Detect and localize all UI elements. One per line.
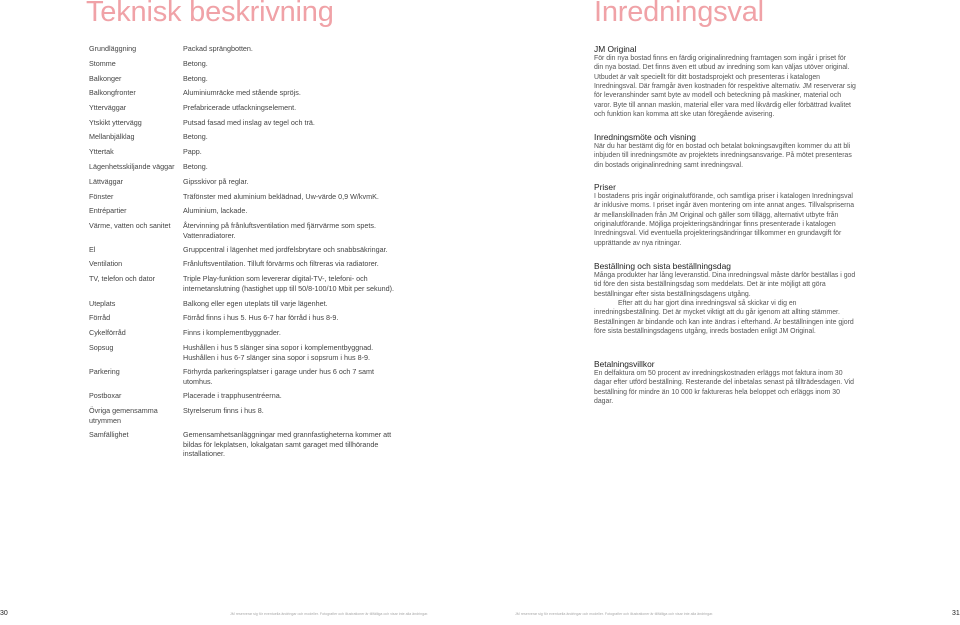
spec-row xyxy=(89,245,394,255)
section-body-paragraph: Efter att du har gjort dina inredningsval så skickar vi dig en inredningsbeställning. Det är mycket viktigt att du går igenom att allting stämmer. Beställningen är bindande och kan inte ändras i efterhand. Är beställningen inte gjord före sista beställningsdagens utgång, inreds bostaden enligt JM Original. xyxy=(594,300,854,336)
spec-label: Yttertak xyxy=(89,147,114,156)
spec-value: Betong. xyxy=(183,132,208,141)
spec-value: Packad sprängbotten. xyxy=(183,44,253,53)
spec-row xyxy=(89,132,394,142)
spec-value: Förråd finns i hus 5. Hus 6-7 har förråd i hus 8-9. xyxy=(183,313,339,322)
spec-row xyxy=(89,274,394,293)
spec-value: Styrelserum finns i hus 8. xyxy=(183,406,264,415)
spec-value: Gruppcentral i lägenhet med jordfelsbrytare och snabbsäkringar. xyxy=(183,245,388,254)
section-title: Betalningsvillkor xyxy=(594,359,655,369)
spec-value: Återvinning på frånluftsventilation med fjärrvärme som spets. Vattenradiatorer. xyxy=(183,221,376,240)
section-body-text: När du har bestämt dig för en bostad och betalat bokningsavgiften kommer du att bli inbjuden till inredningsmöte av projektets inredningsansvarige. På mötet presenteras din bostads originalinredning samt inredningsval. xyxy=(594,143,852,169)
section-title: Inredningsmöte och visning xyxy=(594,132,696,142)
page-title-left: Teknisk beskrivning xyxy=(86,0,334,28)
spec-row xyxy=(89,59,394,69)
spec-row xyxy=(89,259,394,269)
spec-row xyxy=(89,299,394,309)
spec-label: Postboxar xyxy=(89,391,122,400)
info-section xyxy=(594,182,856,248)
spec-label: TV, telefon och dator xyxy=(89,274,156,283)
section-body xyxy=(594,192,856,248)
spec-value: Prefabricerade utfackningselement. xyxy=(183,103,297,112)
spec-row xyxy=(89,430,394,459)
spec-label: Balkongfronter xyxy=(89,88,136,97)
info-section xyxy=(594,359,856,406)
spec-label: El xyxy=(89,245,96,254)
section-body-text: För din nya bostad finns en färdig originalinredning framtagen som ingår i priset för din nya bostad. Det finns även ett utbud av inredning som kan väljas utöver original. Utbudet är valt speciellt för ditt bostadsprojekt och presenteras i katalogen Inredningsval. Där framgår även kostnaden för respektive alternativ. JM reserverar sig för leveranshinder samt byte av modell och beteckning på maskiner, material och varor. Byte till annan maskin, material eller vara med likvärdig eller förbättrad kvalitet och funktion kan komma att ske utan föregående avisering. xyxy=(594,55,856,119)
spec-value: Aluminium, lackade. xyxy=(183,206,248,215)
spec-label: Ytskikt yttervägg xyxy=(89,118,142,127)
section-body xyxy=(594,54,856,119)
disclaimer-left: JM reserverar sig för eventuella ändringar och modeller. Fotografier och illustrationer är tillfälliga och visar inte alla ändringar. xyxy=(230,612,429,616)
spec-row xyxy=(89,406,394,425)
info-section xyxy=(594,44,856,119)
spec-label: Parkering xyxy=(89,367,120,376)
spec-value: Balkong eller egen uteplats till varje lägenhet. xyxy=(183,299,328,308)
spec-row xyxy=(89,367,394,386)
page-number-left: 30 xyxy=(0,610,8,617)
spec-value: Gipsskivor på reglar. xyxy=(183,177,249,186)
spec-row xyxy=(89,343,394,362)
spec-label: Värme, vatten och sanitet xyxy=(89,221,171,230)
section-body-text: I bostadens pris ingår originalutförande, och samtliga priser i katalogen Inredningsval är inklusive moms. I priset ingår även montering om inte annat anges. Tillvalspriserna är mellanskillnaden från JM Original och gäller som tillägg, alternativt utbyte från originalutförande. Möjliga projekteringsändringar finns presenterade i katalogen Inredningsval. Vid eventuella projekteringsändringar tillkommer en grundavgift för upprättande av nya ritningar. xyxy=(594,193,855,247)
spec-row xyxy=(89,391,394,401)
page-title-right: Inredningsval xyxy=(594,0,764,28)
spec-label: Lättväggar xyxy=(89,177,123,186)
disclaimer-right: JM reserverar sig för eventuella ändringar och modeller. Fotografier och illustrationer är tillfälliga och visar inte alla ändringar. xyxy=(515,612,714,616)
spec-label: Ventilation xyxy=(89,259,123,268)
spec-value: Placerade i trapphusentréerna. xyxy=(183,391,282,400)
section-body-text: En delfaktura om 50 procent av inredningskostnaden erläggs mot faktura inom 30 dagar efter utförd beställning. Resterande del inbetalas senast på tillträdesdagen. Vid beställning för mindre än 10 000 kr faktureras hela beloppet och erläggs inom 30 dagar. xyxy=(594,370,854,406)
spec-value: Gemensamhetsanläggningar med grannfastigheterna kommer att bildas för lekplatsen, lokalgatan samt garaget med tillhörande installationer. xyxy=(183,430,392,459)
spec-row xyxy=(89,177,394,187)
spec-label: Sopsug xyxy=(89,343,114,352)
section-title: JM Original xyxy=(594,44,637,54)
section-title: Beställning och sista beställningsdag xyxy=(594,261,731,271)
spec-label: Samfällighet xyxy=(89,430,129,439)
spec-row xyxy=(89,103,394,113)
info-section xyxy=(594,261,856,336)
spec-row xyxy=(89,147,394,157)
spec-value: Betong. xyxy=(183,74,208,83)
spec-row xyxy=(89,162,394,172)
spec-label: Mellanbjälklag xyxy=(89,132,135,141)
spec-value: Betong. xyxy=(183,162,208,171)
spec-value: Papp. xyxy=(183,147,202,156)
page-number-right: 31 xyxy=(952,610,960,617)
spec-row xyxy=(89,192,394,202)
spec-label: Stomme xyxy=(89,59,116,68)
spec-label: Ytterväggar xyxy=(89,103,127,112)
spec-row xyxy=(89,328,394,338)
spec-value: Putsad fasad med inslag av tegel och trä. xyxy=(183,118,315,127)
section-body xyxy=(594,271,856,336)
spec-value: Finns i komplementbyggnader. xyxy=(183,328,281,337)
spec-value: Förhyrda parkeringsplatser i garage under hus 6 och 7 samt utomhus. xyxy=(183,367,374,386)
spec-row xyxy=(89,206,394,216)
info-section xyxy=(594,132,856,170)
spec-value: Aluminiumräcke med stående spröjs. xyxy=(183,88,301,97)
spec-label: Balkonger xyxy=(89,74,122,83)
spec-value: Frånluftsventilation. Tilluft förvärms och filtreras via radiatorer. xyxy=(183,259,379,268)
spec-value: Betong. xyxy=(183,59,208,68)
spec-label: Fönster xyxy=(89,192,114,201)
spec-label: Grundläggning xyxy=(89,44,137,53)
spec-label: Uteplats xyxy=(89,299,116,308)
spec-row xyxy=(89,74,394,84)
spec-row xyxy=(89,118,394,128)
section-body xyxy=(594,369,856,406)
spec-row xyxy=(89,44,394,54)
spec-label: Lägenhetsskiljande väggar xyxy=(89,162,175,171)
spec-label: Entrépartier xyxy=(89,206,127,215)
spec-row xyxy=(89,88,394,98)
spec-label: Förråd xyxy=(89,313,111,322)
spec-row xyxy=(89,221,394,240)
spec-label: Cykelförråd xyxy=(89,328,126,337)
section-body-text: Många produkter har lång leveranstid. Dina inredningsval måste därför beställas i god tid före den sista beställningsdag som meddelats. Det är inte möjligt att göra beställningar efter sista beställningsdagens utgång. xyxy=(594,272,856,298)
spec-value: Hushållen i hus 5 slänger sina sopor i komplementbyggnad. Hushållen i hus 6-7 slänger sina sopor i sopsrum i hus 8-9. xyxy=(183,343,374,362)
spec-value: Träfönster med aluminium beklädnad, Uw-värde 0,9 W/kvmK. xyxy=(183,192,379,201)
spec-row xyxy=(89,313,394,323)
section-title: Priser xyxy=(594,182,616,192)
spec-value: Triple Play-funktion som levererar digital-TV-, telefoni- och internetanslutning (hastighet upp till 50/8-100/10 Mbit per sekund). xyxy=(183,274,394,293)
section-body xyxy=(594,142,856,170)
spec-label: Övriga gemensamma utrymmen xyxy=(89,406,158,425)
